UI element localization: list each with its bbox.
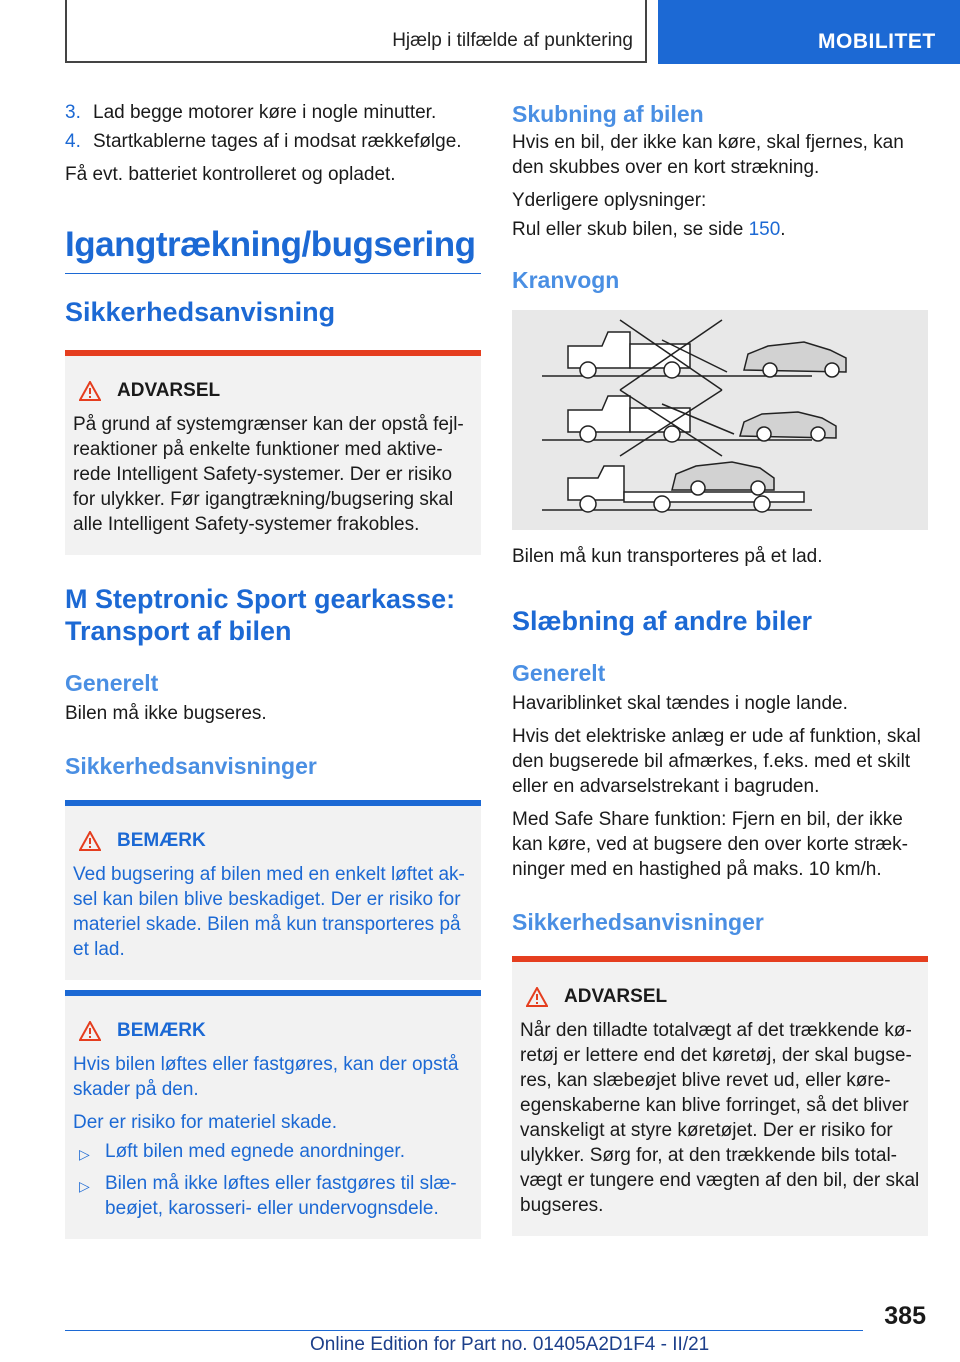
text-line: Hvis det elektriske anlæg er ude af funktion, skal [512,726,921,747]
warning-text [73,412,473,537]
general-heading: Generelt [65,670,159,696]
note-text [73,862,473,962]
text-line: På grund af systemgrænser kan der opstå fejl- [73,414,464,435]
step-text: Startkablerne tages af i modsat rækkefølge. [93,131,462,152]
text-line: Løft bilen med egnede anordninger. [105,1141,405,1162]
tow-heading: Slæbning af andre biler [512,606,813,636]
text-line: den skubbes over en kort strækning. [512,157,820,178]
text-line: materiel skade. Bilen må kun transporteres på [73,914,461,935]
note-box-2 [65,990,481,1239]
battery-check-text: Få evt. batteriet kontrolleret og opladet. [65,164,396,185]
text-line: retøj er lettere end det køretøj, der skal bugse- [520,1045,912,1066]
roll-text: Rul eller skub bilen, se side [512,219,749,240]
text-line: ulykker. Sørg for, at den trækkende bils total- [520,1145,898,1166]
safety-heading-2: Sikkerhedsanvisninger [65,753,317,779]
text-line: vægt er tungere end vægten af den bil, der skal [520,1170,920,1191]
bullet-item [73,1171,473,1221]
warning-box-2 [512,956,928,1236]
safety-heading: Sikkerhedsanvisning [65,297,336,327]
electrical-failure-text [512,724,928,799]
text-line: kan køre, ved at bugsere den over korte stræk- [512,834,909,855]
text-line: et lad. [73,939,125,960]
note-risk-text: Der er risiko for materiel skade. [73,1112,337,1133]
page-number: 385 [884,1302,926,1330]
footer-divider [65,1330,863,1331]
text-line: Hvis en bil, der ikke kan køre, skal fjernes, kan [512,132,904,153]
chapter-heading: Igangtrækning/bugsering [65,225,481,274]
text-line: beøjet, karosseri- eller undervognsdele. [105,1198,439,1219]
warning-triangle-icon [79,831,101,851]
general-heading-right: Generelt [512,660,606,686]
header-section-title: Hjælp i tilfælde af punktering [392,30,633,51]
warning-box-1 [65,350,481,555]
tow-truck-image [512,310,928,530]
text-line: reaktioner på enkelte funktioner med aktive- [73,439,443,460]
crane-heading: Kranvogn [512,267,620,293]
text-line: bugseres. [520,1195,604,1216]
header-chapter-label: MOBILITET [818,30,936,53]
step-item [65,100,481,125]
text-line: Med Safe Share funktion: Fjern en bil, der ikke [512,809,903,830]
transport-heading-line2: Transport af bilen [65,616,292,646]
warning-triangle-icon [526,987,548,1007]
page-link-150[interactable]: 150 [748,219,781,240]
note-title: BEMÆRK [117,830,206,851]
text-line: for ulykker. Før igangtrækning/bugsering skal [73,489,454,510]
text-line: res, kan slæbeøjet blive revet ud, eller køre- [520,1070,891,1091]
left-column [65,100,481,1239]
text-line: egenskaberne kan blive forringet, så det bliver [520,1095,909,1116]
tow-truck-illustration [512,310,928,530]
more-info-label: Yderligere oplysninger: [512,190,707,211]
warning-title-row [73,380,473,402]
footer-edition: Online Edition for Part no. 01405A2D1F4 - II/21 [310,1334,710,1355]
text-line: skader på den. [73,1079,199,1100]
push-text [512,130,928,180]
note-title-row [73,1020,473,1042]
text-line: den bugserede bil afmærkes, f.eks. med et skilt [512,751,911,772]
note-title: BEMÆRK [117,1020,206,1041]
safety-heading-right: Sikkerhedsanvisninger [512,909,764,935]
text-line: Hvis bilen løftes eller fastgøres, kan der opstå [73,1054,459,1075]
warning-title: ADVARSEL [117,380,221,401]
text-line: rede Intelligent Safety-systemer. Der er risiko [73,464,453,485]
text-line: vanskeligt at styre køretøjet. Der er risiko for [520,1120,893,1141]
step-number: 3. [65,102,81,123]
hazard-lights-text: Havariblinket skal tændes i nogle lande. [512,693,848,714]
roll-reference [512,217,928,242]
text-line: Ved bugsering af bilen med en enkelt løftet ak- [73,864,465,885]
push-heading: Skubning af bilen [512,101,704,127]
warning-text [520,1018,920,1218]
step-text: Lad begge motorer køre i nogle minutter. [93,102,437,123]
text-line: eller en advarselstrekant i bagruden. [512,776,820,797]
safe-share-text [512,807,928,882]
warning-title: ADVARSEL [564,986,668,1007]
header-section-box [65,0,647,63]
transport-heading-line1: M Steptronic Sport gearkasse: [65,584,456,614]
text-line: sel kan bilen blive beskadiget. Der er risiko for [73,889,461,910]
step-item [65,129,481,154]
right-column [512,100,928,1236]
note-bullet-list [73,1139,473,1221]
header-chapter-tab [658,0,960,64]
crane-caption: Bilen må kun transporteres på et lad. [512,546,823,567]
bullet-text [105,1171,457,1221]
bullet-marker-icon: ▷ [79,1146,90,1162]
warning-triangle-icon [79,381,101,401]
roll-end: . [780,219,786,240]
bullet-text [105,1139,405,1167]
general-text: Bilen må ikke bugseres. [65,703,267,724]
note-title-row [73,830,473,852]
step-list [65,100,481,154]
note-text [73,1052,473,1102]
warning-title-row [520,986,920,1008]
bullet-item [73,1139,473,1167]
text-line: Bilen må ikke løftes eller fastgøres til slæ- [105,1173,457,1194]
text-line: Når den tilladte totalvægt af det trækkende kø- [520,1020,912,1041]
bullet-marker-icon: ▷ [79,1178,90,1194]
step-number: 4. [65,131,81,152]
text-line: ninger med en hastighed på maks. 10 km/h. [512,859,882,880]
text-line: alle Intelligent Safety-systemer frakobles. [73,514,420,535]
note-box-1 [65,800,481,980]
warning-triangle-icon [79,1021,101,1041]
